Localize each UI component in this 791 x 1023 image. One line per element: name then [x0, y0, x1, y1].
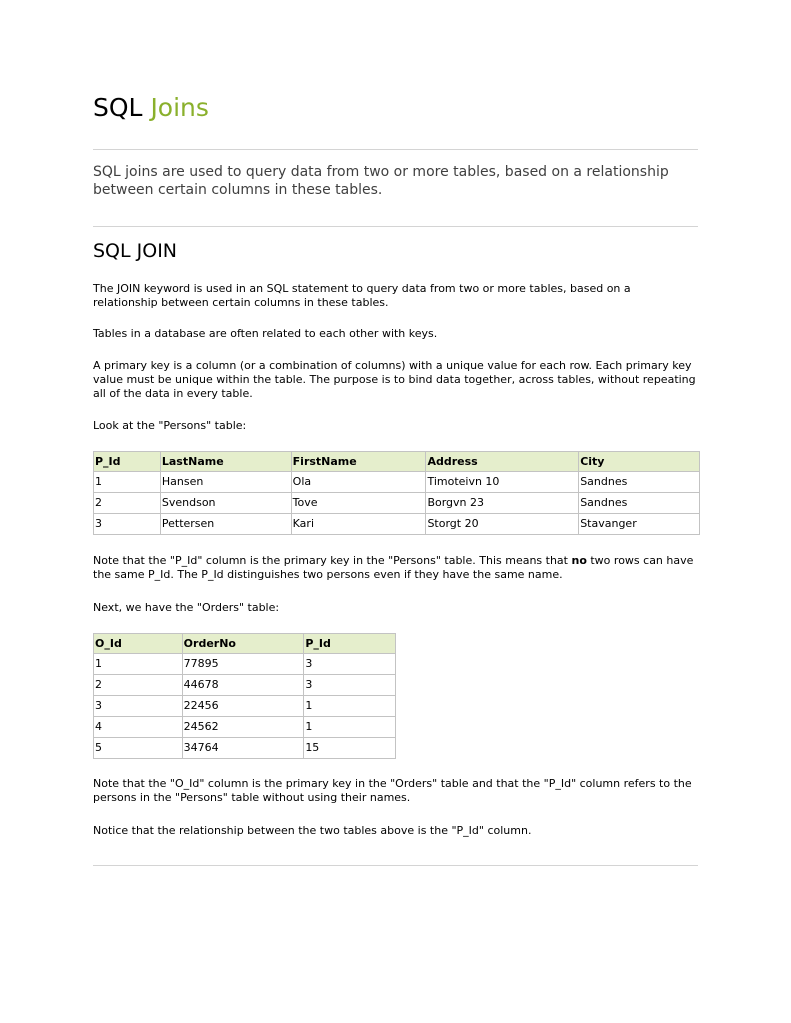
table-cell: Svendson — [160, 493, 291, 514]
table-cell: 3 — [304, 675, 396, 696]
column-header: Address — [426, 452, 579, 472]
table-cell: Hansen — [160, 472, 291, 493]
column-header: OrderNo — [182, 634, 304, 654]
table-header-row — [94, 452, 700, 472]
table-cell: Kari — [291, 514, 426, 535]
table-cell: 3 — [94, 696, 183, 717]
table-cell: 4 — [94, 717, 183, 738]
column-header: City — [579, 452, 700, 472]
paragraph-next-orders: Next, we have the "Orders" table: — [93, 601, 280, 614]
paragraph-note-pid — [93, 554, 698, 582]
paragraph-keys: Tables in a database are often related to each other with keys. — [93, 327, 438, 340]
table-cell: 1 — [304, 717, 396, 738]
column-header: FirstName — [291, 452, 426, 472]
intro-text: SQL joins are used to query data from two or more tables, based on a relationship between certain columns in these tables. — [93, 164, 669, 198]
page-title — [93, 93, 209, 123]
note-pid-emphasis: no — [571, 554, 587, 567]
divider-section — [93, 226, 698, 227]
table-row — [94, 472, 700, 493]
column-header: P_Id — [94, 452, 161, 472]
table-cell: Timoteivn 10 — [426, 472, 579, 493]
table-cell: 24562 — [182, 717, 304, 738]
table-cell: Borgvn 23 — [426, 493, 579, 514]
table-cell: 3 — [304, 654, 396, 675]
table-row — [94, 717, 396, 738]
table-cell: Pettersen — [160, 514, 291, 535]
title-main: SQL — [93, 93, 143, 122]
table-cell: Stavanger — [579, 514, 700, 535]
table-cell: 77895 — [182, 654, 304, 675]
table-cell: 5 — [94, 738, 183, 759]
paragraph-join-keyword: The JOIN keyword is used in an SQL statement to query data from two or more tables, based on a relationship between certain columns in these tables. — [93, 282, 631, 309]
table-cell: 1 — [304, 696, 396, 717]
note-pid-text-before: Note that the "P_Id" column is the primary key in the "Persons" table. This means that — [93, 554, 572, 567]
divider-top — [93, 149, 698, 150]
table-row — [94, 514, 700, 535]
divider-bottom — [93, 865, 698, 866]
table-cell: 15 — [304, 738, 396, 759]
persons-table — [93, 451, 700, 535]
table-row — [94, 696, 396, 717]
table-cell: 44678 — [182, 675, 304, 696]
paragraph-primary-key: A primary key is a column (or a combination of columns) with a unique value for each row. Each primary key value must be unique within the table. The purpose is to bind data together, across tables, without repeating all of the data in every table. — [93, 359, 696, 400]
section-heading: SQL JOIN — [93, 240, 178, 262]
table-cell: 34764 — [182, 738, 304, 759]
note-pid-text-after: two rows can have the same P_Id. The P_Id distinguishes two persons even if they have the same name. — [93, 554, 694, 581]
orders-table — [93, 633, 396, 759]
table-row — [94, 675, 396, 696]
column-header: O_Id — [94, 634, 183, 654]
table-header-row — [94, 634, 396, 654]
table-row — [94, 654, 396, 675]
table-cell: 3 — [94, 514, 161, 535]
table-cell: 2 — [94, 675, 183, 696]
column-header: LastName — [160, 452, 291, 472]
table-cell: 1 — [94, 654, 183, 675]
table-row — [94, 738, 396, 759]
table-cell: Sandnes — [579, 472, 700, 493]
table-cell: 22456 — [182, 696, 304, 717]
table-cell: 1 — [94, 472, 161, 493]
paragraph-notice-relationship: Notice that the relationship between the two tables above is the "P_Id" column. — [93, 824, 532, 837]
column-header: P_Id — [304, 634, 396, 654]
table-cell: Storgt 20 — [426, 514, 579, 535]
title-accent: Joins — [150, 93, 209, 122]
table-cell: Tove — [291, 493, 426, 514]
table-cell: Ola — [291, 472, 426, 493]
table-cell: Sandnes — [579, 493, 700, 514]
table-cell: 2 — [94, 493, 161, 514]
paragraph-note-oid: Note that the "O_Id" column is the primary key in the "Orders" table and that the "P_Id" column refers to the persons in the "Persons" table without using their names. — [93, 777, 692, 804]
paragraph-look-persons: Look at the "Persons" table: — [93, 419, 247, 432]
table-row — [94, 493, 700, 514]
